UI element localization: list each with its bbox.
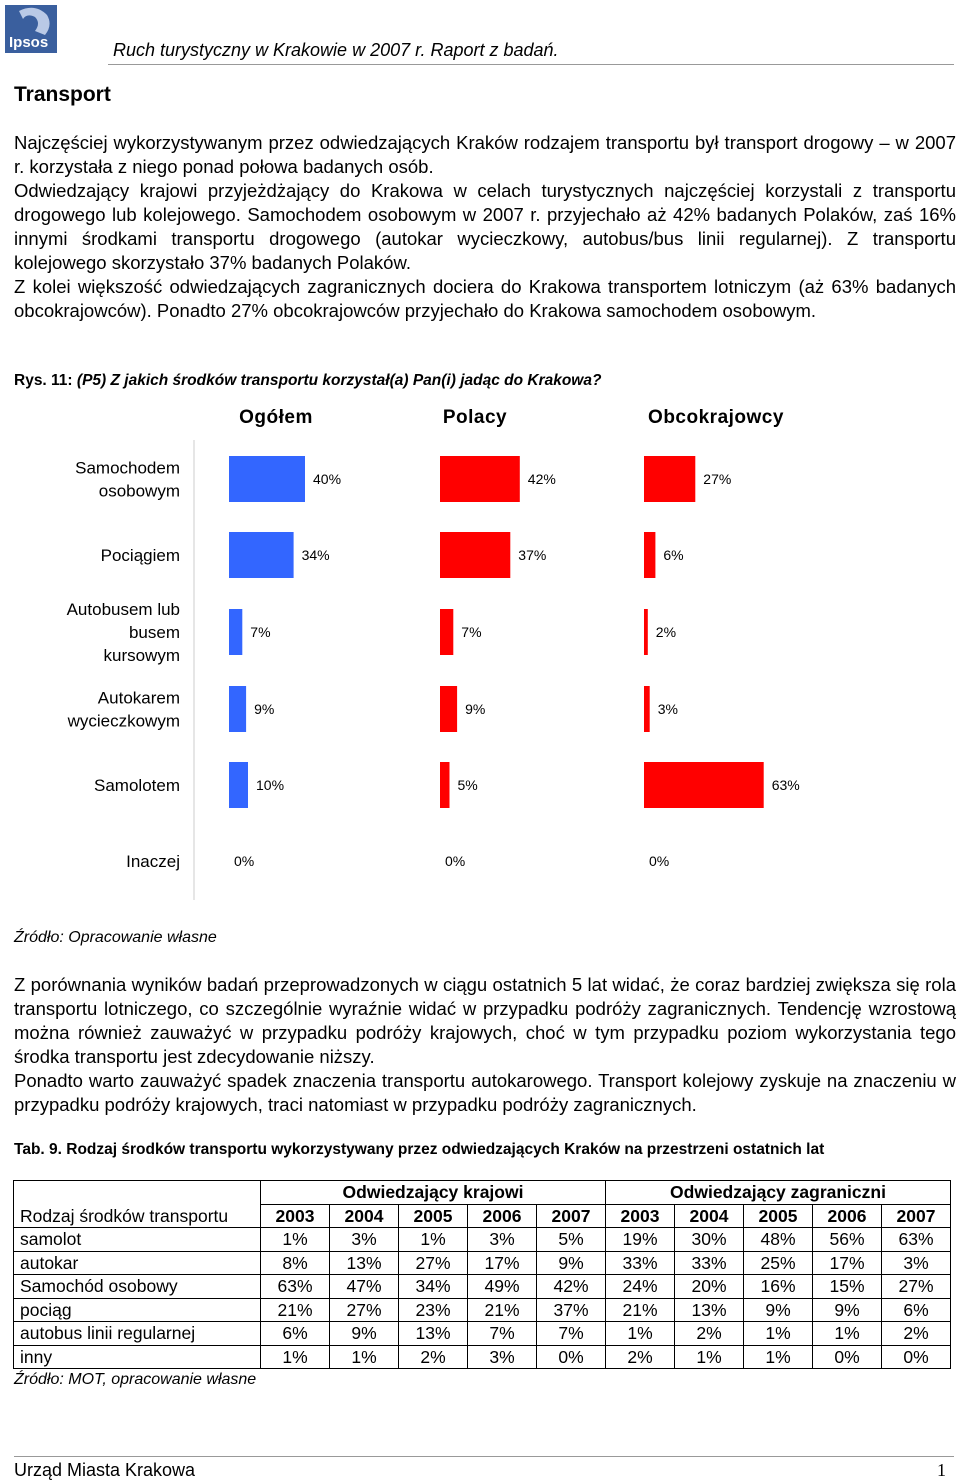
share-cell: 9% bbox=[330, 1322, 399, 1346]
share-cell: 24% bbox=[606, 1275, 675, 1299]
data-label: 6% bbox=[663, 547, 684, 563]
share-cell: 37% bbox=[537, 1298, 606, 1322]
share-cell: 13% bbox=[330, 1251, 399, 1275]
table-row bbox=[14, 1228, 951, 1252]
section-title: Transport bbox=[14, 83, 111, 106]
group-header-domestic: Odwiedzający krajowi bbox=[261, 1181, 606, 1205]
data-label: 9% bbox=[254, 701, 275, 717]
share-cell: 63% bbox=[882, 1228, 951, 1252]
table-group-header-row bbox=[14, 1181, 951, 1205]
figure-label: Rys. 11: bbox=[14, 372, 73, 389]
table-row bbox=[14, 1298, 951, 1322]
share-cell: 33% bbox=[606, 1251, 675, 1275]
table-row bbox=[14, 1251, 951, 1275]
share-cell: 49% bbox=[468, 1275, 537, 1299]
share-cell: 13% bbox=[675, 1298, 744, 1322]
category-label: kursowym bbox=[103, 646, 180, 665]
category-label: Autokarem bbox=[97, 688, 180, 708]
data-bar bbox=[644, 762, 764, 808]
data-bar bbox=[440, 686, 457, 732]
share-cell: 3% bbox=[468, 1345, 537, 1369]
data-bar bbox=[644, 686, 650, 732]
group-header-foreign: Odwiedzający zagraniczni bbox=[606, 1181, 951, 1205]
year-header-cell: 2003 bbox=[261, 1204, 330, 1228]
data-label: 34% bbox=[301, 547, 330, 563]
share-cell: 56% bbox=[813, 1228, 882, 1252]
share-cell: 48% bbox=[744, 1228, 813, 1252]
share-cell: 47% bbox=[330, 1275, 399, 1299]
table-row bbox=[14, 1345, 951, 1369]
panel-title: Ogółem bbox=[239, 407, 313, 428]
table-source: Źródło: MOT, opracowanie własne bbox=[14, 1371, 257, 1388]
share-cell: 5% bbox=[537, 1228, 606, 1252]
share-cell: 6% bbox=[882, 1298, 951, 1322]
share-cell: 42% bbox=[537, 1275, 606, 1299]
data-bar bbox=[644, 532, 655, 578]
data-label: 0% bbox=[445, 853, 466, 869]
data-bar bbox=[644, 456, 695, 502]
data-bar bbox=[229, 686, 246, 732]
share-cell: 7% bbox=[537, 1322, 606, 1346]
share-cell: 33% bbox=[675, 1251, 744, 1275]
category-label: Pociągiem bbox=[100, 546, 180, 565]
header-divider bbox=[108, 64, 954, 65]
data-label: 3% bbox=[657, 701, 678, 717]
logo-text: Ipsos bbox=[9, 34, 49, 51]
data-label: 10% bbox=[256, 777, 285, 793]
year-header-cell: 2005 bbox=[744, 1204, 813, 1228]
share-cell: 6% bbox=[261, 1322, 330, 1346]
transport-type-cell: autobus linii regularnej bbox=[14, 1322, 261, 1346]
data-label: 2% bbox=[655, 624, 677, 640]
comparison-paragraph: Z porównania wyników badań przeprowadzonych w ciągu ostatnich 5 lat widać, że coraz bardziej zwiększa się rola transportu lotniczego, co szczególnie wyraźnie widać w przypadku podróży zagranicznych. Tendencję wzrostową można również zauważyć w przypadku podróży krajowych, choć w tym przypadku poziom wykorzystania tego środka transportu jest zdecydowanie niższy. bbox=[14, 974, 956, 1067]
ipsos-logo bbox=[5, 5, 57, 53]
share-cell: 16% bbox=[744, 1275, 813, 1299]
data-label: 40% bbox=[313, 471, 342, 487]
comparison-text bbox=[14, 973, 956, 1117]
share-cell: 1% bbox=[399, 1228, 468, 1252]
year-header-cell: 2004 bbox=[675, 1204, 744, 1228]
share-cell: 19% bbox=[606, 1228, 675, 1252]
year-header-cell: 2005 bbox=[399, 1204, 468, 1228]
data-bar bbox=[440, 762, 450, 808]
share-cell: 3% bbox=[468, 1228, 537, 1252]
share-cell: 2% bbox=[399, 1345, 468, 1369]
share-cell: 20% bbox=[675, 1275, 744, 1299]
panel-title: Polacy bbox=[442, 407, 508, 428]
share-cell: 17% bbox=[813, 1251, 882, 1275]
share-cell: 27% bbox=[882, 1275, 951, 1299]
share-cell: 7% bbox=[468, 1322, 537, 1346]
category-label: Inaczej bbox=[126, 852, 180, 871]
transport-type-cell: Samochód osobowy bbox=[14, 1275, 261, 1299]
share-cell: 13% bbox=[399, 1322, 468, 1346]
footer-divider bbox=[14, 1456, 954, 1457]
transport-history-table bbox=[13, 1180, 951, 1369]
figure-question: (P5) Z jakich środków transportu korzystał(a) Pan(i) jadąc do Krakowa? bbox=[76, 372, 602, 389]
share-cell: 9% bbox=[813, 1298, 882, 1322]
share-cell: 30% bbox=[675, 1228, 744, 1252]
table-title: Rodzaj środków transportu wykorzystywany przez odwiedzających Kraków na przestrzeni ostatnich lat bbox=[66, 1141, 825, 1158]
share-cell: 8% bbox=[261, 1251, 330, 1275]
footer-office: Urząd Miasta Krakowa bbox=[14, 1460, 196, 1480]
share-cell: 25% bbox=[744, 1251, 813, 1275]
data-bar bbox=[229, 532, 294, 578]
share-cell: 2% bbox=[882, 1322, 951, 1346]
data-bar bbox=[440, 532, 510, 578]
year-header-cell: 2003 bbox=[606, 1204, 675, 1228]
table-row bbox=[14, 1322, 951, 1346]
data-bar bbox=[440, 456, 520, 502]
year-header-cell: 2006 bbox=[813, 1204, 882, 1228]
share-cell: 15% bbox=[813, 1275, 882, 1299]
table-corner-cell bbox=[14, 1181, 261, 1205]
data-bar bbox=[644, 609, 648, 655]
share-cell: 34% bbox=[399, 1275, 468, 1299]
share-cell: 21% bbox=[606, 1298, 675, 1322]
intro-paragraph: Z kolei większość odwiedzających zagranicznych dociera do Krakowa transportem lotniczym (aż 63% badanych obcokrajowców). Ponadto 27% obcokrajowców przyjechało do Krakowa samochodem osobowym. bbox=[14, 276, 956, 321]
year-header-cell: 2004 bbox=[330, 1204, 399, 1228]
intro-paragraph: Najczęściej wykorzystywanym przez odwiedzających Kraków rodzajem transportu był transport drogowy – w 2007 r. korzystała z niego ponad połowa badanych osób. bbox=[14, 132, 956, 177]
category-label: Autobusem lub bbox=[66, 600, 180, 619]
share-cell: 1% bbox=[330, 1345, 399, 1369]
share-cell: 2% bbox=[675, 1322, 744, 1346]
page-number: 1 bbox=[937, 1460, 946, 1480]
data-label: 0% bbox=[649, 853, 670, 869]
year-header-cell: 2006 bbox=[468, 1204, 537, 1228]
panel-title: Obcokrajowcy bbox=[648, 407, 784, 428]
report-header-title: Ruch turystyczny w Krakowie w 2007 r. Raport z badań. bbox=[113, 40, 559, 60]
table-caption bbox=[14, 1141, 824, 1159]
share-cell: 1% bbox=[606, 1322, 675, 1346]
share-cell: 3% bbox=[330, 1228, 399, 1252]
data-label: 0% bbox=[234, 853, 255, 869]
data-label: 7% bbox=[250, 624, 271, 640]
share-cell: 1% bbox=[744, 1345, 813, 1369]
share-cell: 21% bbox=[261, 1298, 330, 1322]
figure-caption bbox=[14, 372, 601, 390]
share-cell: 1% bbox=[813, 1322, 882, 1346]
data-label: 27% bbox=[703, 471, 732, 487]
data-label: 5% bbox=[457, 777, 478, 793]
share-cell: 3% bbox=[882, 1251, 951, 1275]
share-cell: 0% bbox=[813, 1345, 882, 1369]
year-header-cell: 2007 bbox=[537, 1204, 606, 1228]
transport-chart bbox=[0, 400, 960, 910]
share-cell: 27% bbox=[330, 1298, 399, 1322]
share-cell: 21% bbox=[468, 1298, 537, 1322]
row-header-label: Rodzaj środków transportu bbox=[14, 1204, 261, 1228]
share-cell: 1% bbox=[675, 1345, 744, 1369]
data-bar bbox=[229, 456, 305, 502]
data-label: 7% bbox=[461, 624, 482, 640]
share-cell: 63% bbox=[261, 1275, 330, 1299]
share-cell: 1% bbox=[261, 1228, 330, 1252]
data-bar bbox=[229, 609, 242, 655]
intro-text bbox=[14, 131, 956, 323]
category-label: osobowym bbox=[98, 481, 180, 501]
share-cell: 1% bbox=[261, 1345, 330, 1369]
category-label: wycieczkowym bbox=[67, 711, 180, 731]
share-cell: 27% bbox=[399, 1251, 468, 1275]
data-label: 9% bbox=[465, 701, 486, 717]
data-bar bbox=[440, 609, 453, 655]
table-label: Tab. 9. bbox=[14, 1141, 62, 1158]
data-label: 42% bbox=[527, 471, 556, 487]
category-label: Samolotem bbox=[94, 776, 180, 795]
share-cell: 1% bbox=[744, 1322, 813, 1346]
data-bar bbox=[229, 762, 248, 808]
transport-type-cell: autokar bbox=[14, 1251, 261, 1275]
data-label: 63% bbox=[771, 777, 800, 793]
intro-paragraph: Odwiedzający krajowi przyjeżdżający do Krakowa w celach turystycznych najczęściej korzystali z transportu drogowego lub kolejowego. Samochodem osobowym w 2007 r. przyjechało aż 42% badanych Polaków, zaś 16% innymi środkami transportu drogowego (autokar wycieczkowy, autobus/bus linii regularnej). Z transportu kolejowego skorzystało 37% badanych Polaków. bbox=[14, 180, 956, 273]
share-cell: 9% bbox=[744, 1298, 813, 1322]
transport-type-cell: inny bbox=[14, 1345, 261, 1369]
data-label: 37% bbox=[518, 547, 547, 563]
year-header-cell: 2007 bbox=[882, 1204, 951, 1228]
share-cell: 0% bbox=[537, 1345, 606, 1369]
transport-type-cell: samolot bbox=[14, 1228, 261, 1252]
category-label: busem bbox=[128, 623, 180, 642]
figure-source: Źródło: Opracowanie własne bbox=[14, 929, 217, 946]
table-year-row bbox=[14, 1204, 951, 1228]
comparison-paragraph: Ponadto warto zauważyć spadek znaczenia transportu autokarowego. Transport kolejowy zyskuje na znaczeniu w przypadku podróży krajowych, traci natomiast w przypadku podróży zagranicznych. bbox=[14, 1070, 956, 1115]
share-cell: 23% bbox=[399, 1298, 468, 1322]
category-label: Samochodem bbox=[75, 458, 180, 478]
transport-type-cell: pociąg bbox=[14, 1298, 261, 1322]
share-cell: 0% bbox=[882, 1345, 951, 1369]
table-row bbox=[14, 1275, 951, 1299]
share-cell: 2% bbox=[606, 1345, 675, 1369]
share-cell: 17% bbox=[468, 1251, 537, 1275]
share-cell: 9% bbox=[537, 1251, 606, 1275]
